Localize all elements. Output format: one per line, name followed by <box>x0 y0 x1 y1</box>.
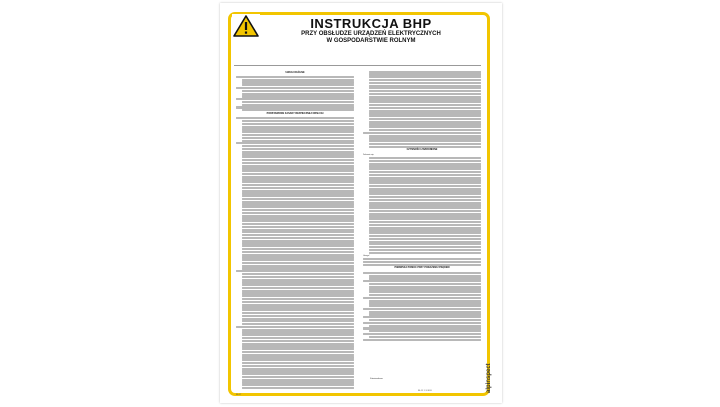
general-remarks-text <box>236 76 354 112</box>
document-code-right: IB-11 1.3.3/03 <box>418 390 432 392</box>
approval-signature: Zatwierdzam: <box>370 378 384 380</box>
document-code-left: IB-07 <box>236 394 242 396</box>
brand-name: alpinspect <box>486 363 492 393</box>
section-heading-general: UWAGI OGÓLNE <box>285 70 305 74</box>
header-divider <box>234 65 481 66</box>
instruction-sheet <box>220 3 502 403</box>
attention-text <box>363 258 481 266</box>
prohibited-text <box>363 157 481 254</box>
header <box>260 13 482 45</box>
first-aid-text <box>363 272 481 341</box>
brand-logo <box>486 303 494 393</box>
attention-note: Uwaga! <box>363 254 370 257</box>
left-column <box>236 70 354 390</box>
forbidden-lead: Zabrania się: <box>363 153 374 156</box>
basic-rules-text <box>236 117 354 389</box>
basic-rules-continued-text <box>363 71 481 148</box>
section-heading-basic-rules: PODSTAWOWE ZASADY BEZPIECZNEJ OBSŁUGI <box>266 111 324 115</box>
warning-icon <box>232 14 260 38</box>
section-heading-first-aid: PIERWSZA POMOC PRZY PORAŻENIU PRĄDEM <box>394 266 450 270</box>
document-subtitle-line2: W GOSPODARSTWIE ROLNYM <box>326 38 416 44</box>
right-column <box>363 70 481 342</box>
document-title: INSTRUKCJA BHP <box>310 16 432 31</box>
section-heading-prohibited: CZYNNOŚCI ZABRONIONE <box>406 148 438 152</box>
document-subtitle-line1: PRZY OBSŁUDZE URZĄDZEŃ ELEKTRYCZNYCH <box>301 31 441 37</box>
